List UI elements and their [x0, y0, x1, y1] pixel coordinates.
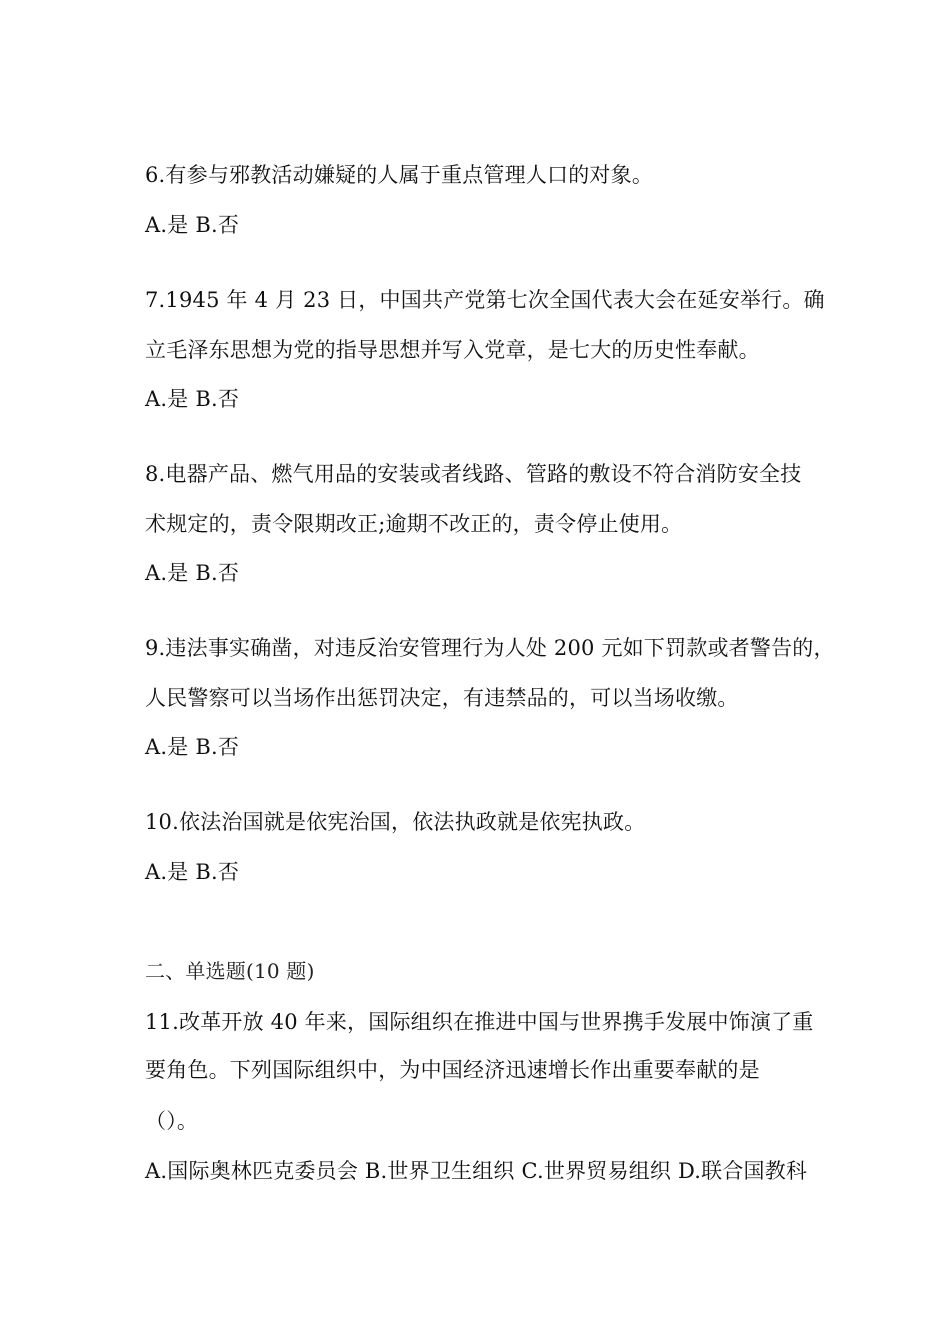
question-7-text-line-2: 立毛泽东思想为党的指导思想并写入党章，是七大的历史性奉献。	[145, 338, 760, 362]
question-8-text-line-1: 8.电器产品、燃气用品的安装或者线路、管路的敷设不符合消防安全技	[145, 462, 802, 486]
question-7-options: A.是 B.否	[145, 387, 240, 411]
question-10-text: 10.依法治国就是依宪治国，依法执政就是依宪执政。	[145, 810, 646, 834]
question-10-options: A.是 B.否	[145, 860, 240, 884]
question-9-options: A.是 B.否	[145, 735, 240, 759]
question-9-text-line-2: 人民警察可以当场作出惩罚决定，有违禁品的，可以当场收缴。	[145, 686, 739, 710]
question-7-text-line-1: 7.1945 年 4 月 23 日，中国共产党第七次全国代表大会在延安举行。确	[145, 288, 825, 312]
question-11-text-line-1: 11.改革开放 40 年来，国际组织在推进中国与世界携手发展中饰演了重	[145, 1010, 814, 1034]
question-11-text-line-2: 要角色。下列国际组织中，为中国经济迅速增长作出重要奉献的是	[145, 1058, 760, 1082]
question-6-text: 6.有参与邪教活动嫌疑的人属于重点管理人口的对象。	[145, 163, 654, 187]
question-6-options: A.是 B.否	[145, 213, 240, 237]
question-9-text-line-1: 9.违法事实确凿，对违反治安管理行为人处 200 元如下罚款或者警告的，	[145, 636, 835, 660]
question-11-text-line-3: （）。	[145, 1109, 199, 1133]
question-8-options: A.是 B.否	[145, 561, 240, 585]
question-11-options: A.国际奥林匹克委员会 B.世界卫生组织 C.世界贸易组织 D.联合国教科	[145, 1159, 808, 1183]
question-8-text-line-2: 术规定的，责令限期改正;逾期不改正的，责令停止使用。	[145, 512, 683, 536]
section-heading: 二、单选题(10 题)	[145, 959, 315, 983]
